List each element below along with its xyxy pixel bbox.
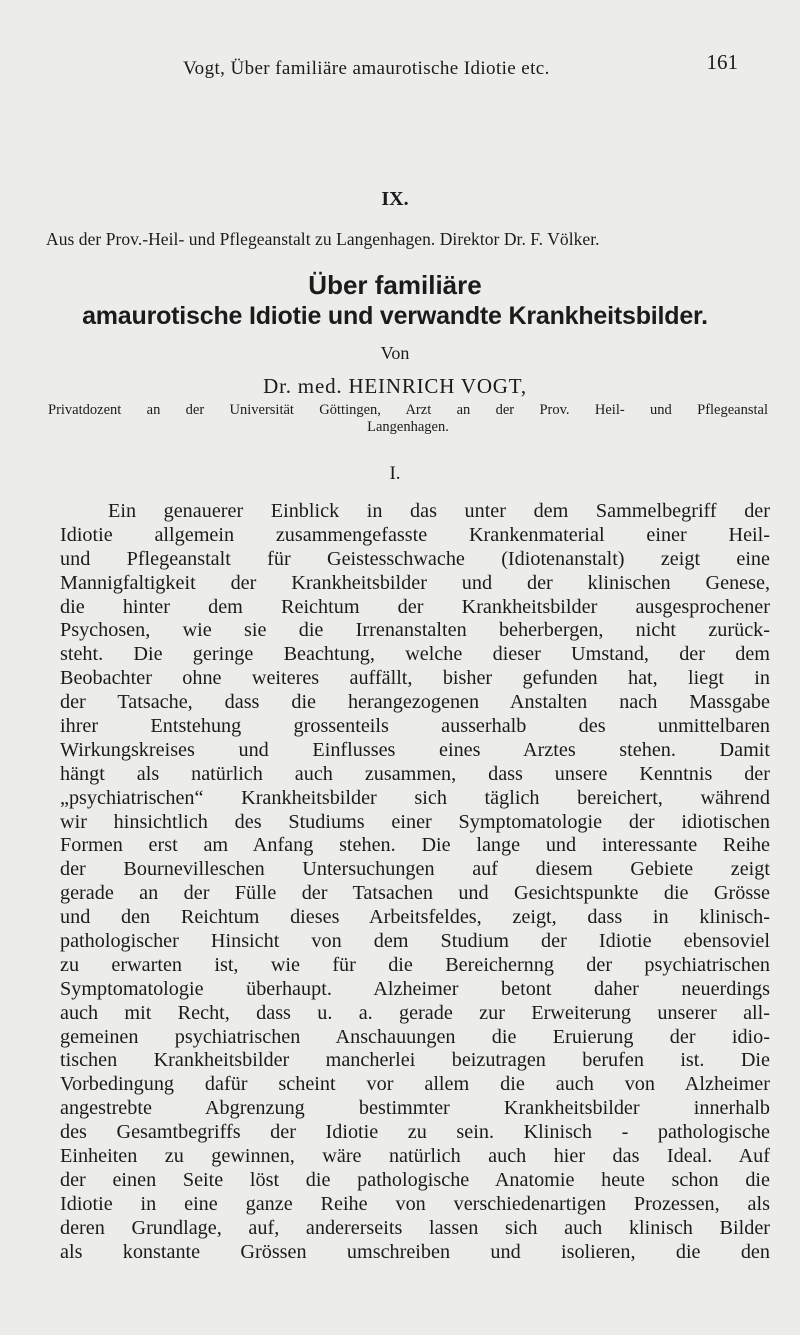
body-line: als konstante Grössen umschreiben und isolieren, die den xyxy=(60,1240,770,1263)
body-line: Symptomatologie überhaupt. Alzheimer betont daher neuerdings xyxy=(60,977,770,1000)
body-line: „psychiatrischen“ Krankheitsbilder sich täglich bereichert, während xyxy=(60,786,770,809)
body-line: die hinter dem Reichtum der Krankheitsbilder ausgesprochener xyxy=(60,595,770,618)
body-text xyxy=(60,500,770,1265)
author-name: Dr. med. HEINRICH VOGT, xyxy=(263,374,527,398)
body-line: steht. Die geringe Beachtung, welche dieser Umstand, der dem xyxy=(60,643,770,666)
body-line: des Gesamtbegriffs der Idiotie zu sein. Klinisch - pathologische xyxy=(60,1121,770,1144)
page-number: 161 xyxy=(706,50,738,74)
body-line: Ein genauerer Einblick in das unter dem Sammelbegriff der xyxy=(108,500,770,522)
body-line: angestrebte Abgrenzung bestimmter Krankheitsbilder innerhalb xyxy=(60,1097,770,1120)
body-line: gemeinen psychiatrischen Anschauungen die Eruierung der idio- xyxy=(60,1025,770,1048)
section-number: IX. xyxy=(381,188,409,210)
body-line: Psychosen, wie sie die Irrenanstalten beherbergen, nicht zurück- xyxy=(60,619,770,642)
body-line: Beobachter ohne weiteres auffällt, bisher gefunden hat, liegt in xyxy=(60,667,770,690)
body-line: Idiotie in eine ganze Reihe von verschiedenartigen Prozessen, als xyxy=(60,1192,770,1215)
article-title-line-2: amaurotische Idiotie und verwandte Krankheitsbilder. xyxy=(82,302,708,330)
body-line: Wirkungskreises und Einflusses eines Arztes stehen. Damit xyxy=(60,738,770,761)
body-line: und den Reichtum dieses Arbeitsfeldes, zeigt, dass in klinisch- xyxy=(60,906,770,929)
body-line: der Tatsache, dass die herangezogenen Anstalten nach Massgabe xyxy=(60,691,770,714)
body-line: gerade an der Fülle der Tatsachen und Gesichtspunkte die Grösse xyxy=(60,882,770,905)
author-affiliation xyxy=(48,402,768,436)
body-line: wir hinsichtlich des Studiums einer Symptomatologie der idiotischen xyxy=(60,810,770,833)
affiliation-line-2: Langenhagen. xyxy=(367,419,449,435)
part-number: I. xyxy=(389,463,401,484)
body-line: Vorbedingung dafür scheint vor allem die auch von Alzheimer xyxy=(60,1073,770,1096)
page-header xyxy=(0,48,800,78)
affiliation-line-1: Privatdozent an der Universität Göttingen, Arzt an der Prov. Heil- und Pflegeanstal xyxy=(48,402,768,418)
body-line: deren Grundlage, auf, andererseits lassen sich auch klinisch Bilder xyxy=(60,1216,770,1239)
body-line: und Pflegeanstalt für Geistesschwache (Idiotenanstalt) zeigt eine xyxy=(60,547,770,570)
body-line: Formen erst am Anfang stehen. Die lange und interessante Reihe xyxy=(60,834,770,857)
body-line: der einen Seite löst die pathologische Anatomie heute schon die xyxy=(60,1168,770,1191)
body-line: tischen Krankheitsbilder mancherlei beizutragen berufen ist. Die xyxy=(60,1049,770,1072)
body-line: ihrer Entstehung grossenteils ausserhalb des unmittelbaren xyxy=(60,715,770,738)
body-line: Idiotie allgemein zusammengefasste Krankenmaterial einer Heil- xyxy=(60,523,770,546)
body-line: der Bournevilleschen Untersuchungen auf diesem Gebiete zeigt xyxy=(60,858,770,881)
body-line: Einheiten zu gewinnen, wäre natürlich auch hier das Ideal. Auf xyxy=(60,1145,770,1168)
running-head: Vogt, Über familiäre amaurotische Idiotie etc. xyxy=(183,58,550,79)
body-line: hängt als natürlich auch zusammen, dass unsere Kenntnis der xyxy=(60,762,770,785)
byline-von: Von xyxy=(380,343,410,363)
body-line: zu erwarten ist, wie für die Bereichernng der psychiatrischen xyxy=(60,953,770,976)
institution-line: Aus der Prov.-Heil- und Pflegeanstalt zu Langenhagen. Direktor Dr. F. Völker. xyxy=(46,229,600,249)
body-line: auch mit Recht, dass u. a. gerade zur Erweiterung unserer all- xyxy=(60,1001,770,1024)
body-line: Mannigfaltigkeit der Krankheitsbilder und der klinischen Genese, xyxy=(60,571,770,594)
body-line: pathologischer Hinsicht von dem Studium der Idiotie ebensoviel xyxy=(60,930,770,953)
article-title-line-1: Über familiäre xyxy=(308,270,482,300)
